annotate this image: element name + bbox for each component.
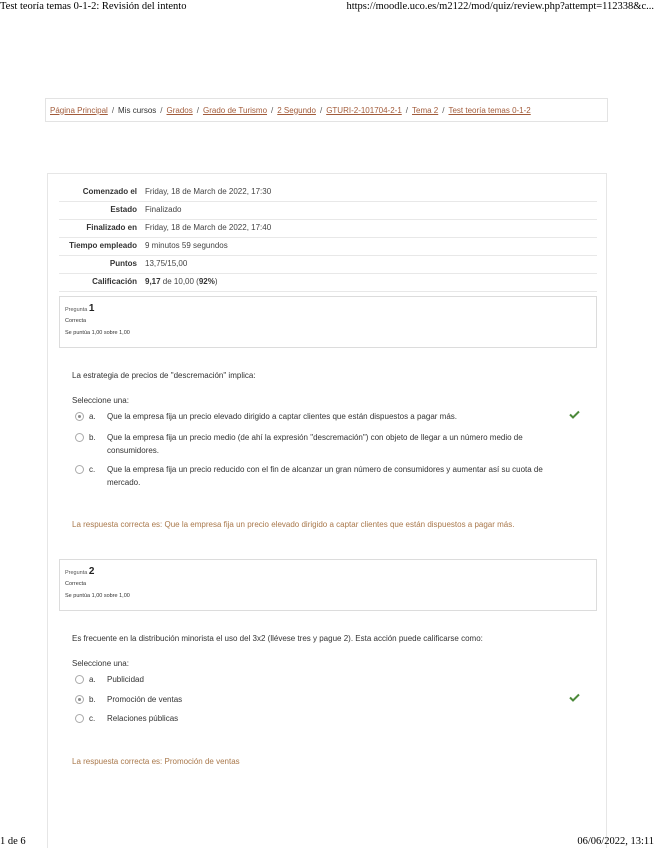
summary-row-state <box>59 202 597 220</box>
breadcrumb <box>45 98 608 122</box>
quiz-review-region <box>47 173 607 848</box>
answer-text: Publicidad <box>107 675 144 684</box>
radio-selected[interactable] <box>75 695 84 704</box>
summary-row-points <box>59 256 597 274</box>
radio-unselected[interactable] <box>75 465 84 474</box>
question-1-text: La estrategia de precios de "descremación" implica: <box>72 371 256 380</box>
points-label: Puntos <box>109 259 137 268</box>
breadcrumb-grados[interactable]: Grados <box>166 105 193 115</box>
breadcrumb-tema[interactable]: Tema 2 <box>412 105 439 115</box>
breadcrumb-my-courses: Mis cursos <box>118 105 157 115</box>
answer-letter: b. <box>89 433 96 442</box>
breadcrumb-separator: / <box>111 105 115 115</box>
answer-text: Que la empresa fija un precio medio (de ahí la expresión "descremación") con objeto de llegar a un número medio de consumidores. <box>107 433 523 455</box>
answer-letter: c. <box>89 465 96 474</box>
answer-letter: c. <box>89 714 96 723</box>
question-state: Correcta <box>65 318 87 324</box>
question-2-info <box>59 559 597 611</box>
state-label: Estado <box>110 205 137 214</box>
finished-value: Friday, 18 de March de 2022, 17:40 <box>145 223 272 232</box>
summary-row-time <box>59 238 597 256</box>
question-1-prompt: Seleccione una: <box>72 396 129 405</box>
grade-value <box>143 276 597 288</box>
points-value: 13,75/15,00 <box>145 259 188 268</box>
print-page-url: https://moodle.uco.es/m2122/mod/quiz/review.php?attempt=112338&c... <box>346 1 654 12</box>
breadcrumb-course[interactable]: GTURI-2-101704-2-1 <box>326 105 402 115</box>
answer-text: Promoción de ventas <box>107 695 183 704</box>
grade-score: 9,17 <box>145 277 161 286</box>
breadcrumb-separator: / <box>442 105 445 115</box>
radio-selected[interactable] <box>75 412 84 421</box>
radio-unselected[interactable] <box>75 714 84 723</box>
answer-letter: b. <box>89 695 96 704</box>
breadcrumb-quiz[interactable]: Test teoría temas 0-1-2 <box>448 105 531 115</box>
grade-close: ) <box>214 277 218 286</box>
question-1-answer-a[interactable] <box>75 410 555 423</box>
question-grade: Se puntúa 1,00 sobre 1,00 <box>65 593 130 599</box>
time-value: 9 minutos 59 segundos <box>145 241 228 250</box>
print-footer <box>0 832 655 848</box>
question-1-info <box>59 296 597 348</box>
radio-unselected[interactable] <box>75 433 84 442</box>
breadcrumb-separator: / <box>160 105 163 115</box>
finished-label: Finalizado en <box>86 223 137 232</box>
grade-label: Calificación <box>92 277 137 286</box>
summary-row-started <box>59 184 597 202</box>
breadcrumb-separator: / <box>405 105 409 115</box>
question-number <box>65 303 591 316</box>
question-label: Pregunta <box>65 307 88 313</box>
breadcrumb-separator: / <box>271 105 274 115</box>
question-1-answer-c[interactable] <box>75 463 555 489</box>
radio-unselected[interactable] <box>75 675 84 684</box>
answer-letter: a. <box>89 412 96 421</box>
started-value: Friday, 18 de March de 2022, 17:30 <box>145 187 272 196</box>
question-2-correct-answer: La respuesta correcta es: Promoción de ventas <box>72 757 240 766</box>
print-page-title: Test teoría temas 0-1-2: Revisión del intento <box>0 1 187 12</box>
question-number-value: 1 <box>88 303 95 314</box>
summary-row-grade <box>59 274 597 292</box>
state-value: Finalizado <box>145 205 182 214</box>
print-page-number: 1 de 6 <box>0 836 26 847</box>
answer-text: Que la empresa fija un precio elevado dirigido a captar clientes que están dispuestos a pagar más. <box>107 412 457 421</box>
question-2-answer-c[interactable] <box>75 712 555 725</box>
question-1-answer-b[interactable] <box>75 431 555 457</box>
print-date: 06/06/2022, 13:11 <box>577 836 654 847</box>
breadcrumb-segundo[interactable]: 2 Segundo <box>277 105 316 115</box>
grade-percent: 92% <box>198 277 215 286</box>
correct-check-icon <box>569 410 580 419</box>
question-2-prompt: Seleccione una: <box>72 659 129 668</box>
breadcrumb-home[interactable]: Página Principal <box>50 105 108 115</box>
correct-check-icon <box>569 693 580 702</box>
question-number <box>65 566 591 579</box>
question-grade: Se puntúa 1,00 sobre 1,00 <box>65 330 130 336</box>
summary-row-finished <box>59 220 597 238</box>
breadcrumb-separator: / <box>319 105 323 115</box>
question-2-answer-a[interactable] <box>75 673 555 686</box>
time-label: Tiempo empleado <box>69 241 137 250</box>
answer-letter: a. <box>89 675 96 684</box>
answer-text: Relaciones públicas <box>107 714 179 723</box>
started-label: Comenzado el <box>82 187 137 196</box>
question-2-answer-b[interactable] <box>75 693 555 706</box>
attempt-summary-table <box>59 184 597 292</box>
question-label: Pregunta <box>65 570 88 576</box>
answer-text: Que la empresa fija un precio reducido con el fin de alcanzar un gran número de consumidores y aumentar así su cuota de mercado. <box>107 465 543 487</box>
question-2-text: Es frecuente en la distribución minorista el uso del 3x2 (llévese tres y pague 2). Esta acción puede calificarse como: <box>72 634 483 643</box>
question-1-correct-answer: La respuesta correcta es: Que la empresa fija un precio elevado dirigido a captar clientes que están dispuestos a pagar más. <box>72 520 515 529</box>
question-number-value: 2 <box>88 566 95 577</box>
grade-total: de 10,00 ( <box>160 277 199 286</box>
question-state: Correcta <box>65 581 87 587</box>
print-header <box>0 0 655 16</box>
breadcrumb-separator: / <box>196 105 199 115</box>
breadcrumb-grado-turismo[interactable]: Grado de Turismo <box>202 105 268 115</box>
